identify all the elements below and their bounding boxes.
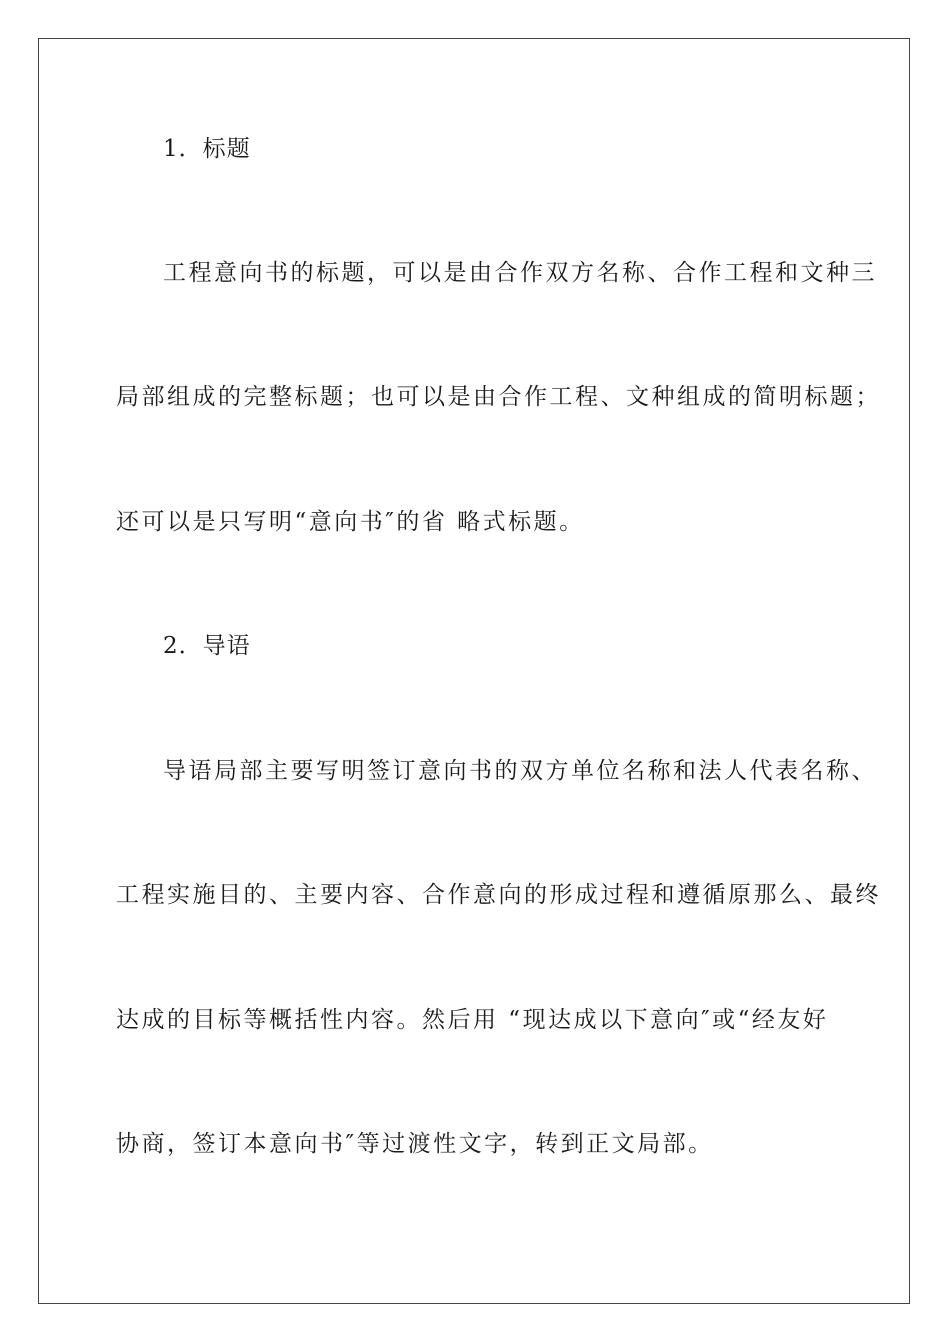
page-border xyxy=(38,38,910,1304)
section-heading-intro: 2．导语 xyxy=(163,633,251,659)
paragraph-line: 局部组成的完整标题；也可以是由合作工程、文种组成的简明标题； xyxy=(116,384,881,410)
paragraph-line: 工程实施目的、主要内容、合作意向的形成过程和遵循原那么、最终 xyxy=(116,882,881,908)
paragraph-line: 协商，签订本意向书″等过渡性文字，转到正文局部。 xyxy=(116,1131,714,1157)
paragraph-line: 还可以是只写明“意向书″的省 略式标题。 xyxy=(116,509,585,535)
paragraph-line: 工程意向书的标题，可以是由合作双方名称、合作工程和文种三 xyxy=(163,260,877,286)
paragraph-line: 达成的目标等概括性内容。然后用 “现达成以下意向″或“经友好 xyxy=(116,1007,829,1033)
paragraph-line: 导语局部主要写明签订意向书的双方单位名称和法人代表名称、 xyxy=(163,758,877,784)
section-heading-title: 1．标题 xyxy=(163,136,251,162)
